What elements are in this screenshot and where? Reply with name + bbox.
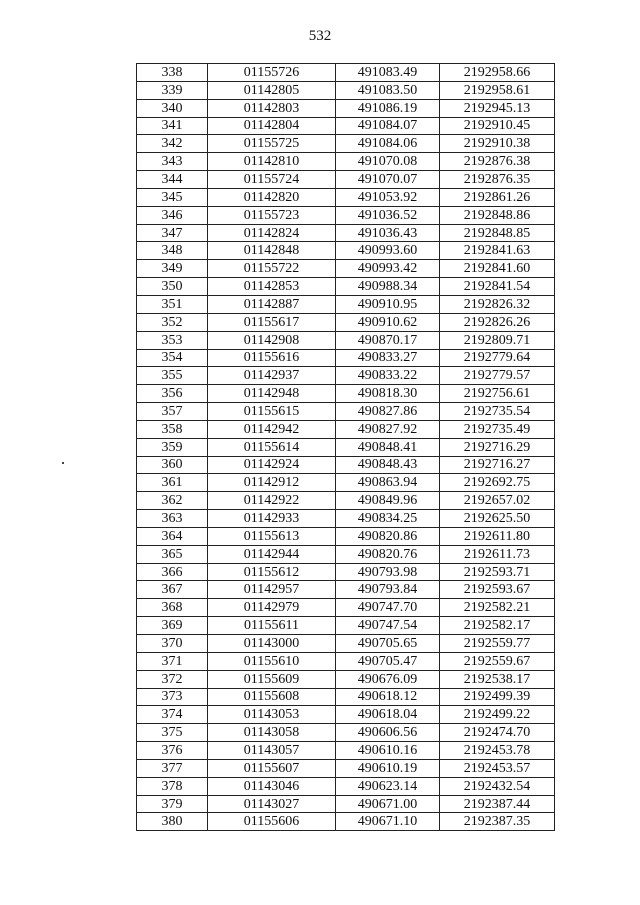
table-row — [137, 563, 555, 581]
table-row — [137, 153, 555, 171]
x-coordinate-cell: 491036.52 — [336, 206, 440, 224]
x-coordinate-cell: 490820.76 — [336, 545, 440, 563]
x-coordinate-cell: 490793.84 — [336, 581, 440, 599]
table-row — [137, 206, 555, 224]
y-coordinate-cell: 2192809.71 — [440, 331, 555, 349]
row-number-cell: 364 — [137, 527, 208, 545]
row-number-cell: 372 — [137, 670, 208, 688]
point-id-cell: 01155724 — [208, 171, 336, 189]
row-number-cell: 375 — [137, 724, 208, 742]
table-row — [137, 403, 555, 421]
point-id-cell: 01155725 — [208, 135, 336, 153]
y-coordinate-cell: 2192848.85 — [440, 224, 555, 242]
table-row — [137, 724, 555, 742]
y-coordinate-cell: 2192841.63 — [440, 242, 555, 260]
point-id-cell: 01142924 — [208, 456, 336, 474]
table-row — [137, 81, 555, 99]
x-coordinate-cell: 491036.43 — [336, 224, 440, 242]
point-id-cell: 01142937 — [208, 367, 336, 385]
x-coordinate-cell: 490827.86 — [336, 403, 440, 421]
point-id-cell: 01142933 — [208, 510, 336, 528]
table-row — [137, 420, 555, 438]
row-number-cell: 371 — [137, 652, 208, 670]
x-coordinate-cell: 491070.08 — [336, 153, 440, 171]
table-row — [137, 652, 555, 670]
point-id-cell: 01142853 — [208, 278, 336, 296]
y-coordinate-cell: 2192625.50 — [440, 510, 555, 528]
x-coordinate-cell: 490910.95 — [336, 295, 440, 313]
row-number-cell: 343 — [137, 153, 208, 171]
row-number-cell: 365 — [137, 545, 208, 563]
table-row — [137, 385, 555, 403]
x-coordinate-cell: 490993.42 — [336, 260, 440, 278]
y-coordinate-cell: 2192910.38 — [440, 135, 555, 153]
x-coordinate-cell: 490848.43 — [336, 456, 440, 474]
x-coordinate-cell: 491083.50 — [336, 81, 440, 99]
point-id-cell: 01142805 — [208, 81, 336, 99]
row-number-cell: 358 — [137, 420, 208, 438]
y-coordinate-cell: 2192593.67 — [440, 581, 555, 599]
row-number-cell: 362 — [137, 492, 208, 510]
y-coordinate-cell: 2192861.26 — [440, 188, 555, 206]
table-row — [137, 813, 555, 831]
table-row — [137, 706, 555, 724]
row-number-cell: 369 — [137, 617, 208, 635]
x-coordinate-cell: 491070.07 — [336, 171, 440, 189]
point-id-cell: 01155606 — [208, 813, 336, 831]
table-row — [137, 617, 555, 635]
row-number-cell: 352 — [137, 313, 208, 331]
y-coordinate-cell: 2192841.60 — [440, 260, 555, 278]
point-id-cell: 01142820 — [208, 188, 336, 206]
x-coordinate-cell: 490671.00 — [336, 795, 440, 813]
x-coordinate-cell: 490848.41 — [336, 438, 440, 456]
point-id-cell: 01155723 — [208, 206, 336, 224]
y-coordinate-cell: 2192499.39 — [440, 688, 555, 706]
coordinates-table — [136, 63, 555, 831]
y-coordinate-cell: 2192611.80 — [440, 527, 555, 545]
y-coordinate-cell: 2192611.73 — [440, 545, 555, 563]
x-coordinate-cell: 490833.27 — [336, 349, 440, 367]
table-row — [137, 759, 555, 777]
y-coordinate-cell: 2192958.66 — [440, 64, 555, 82]
row-number-cell: 356 — [137, 385, 208, 403]
y-coordinate-cell: 2192657.02 — [440, 492, 555, 510]
x-coordinate-cell: 491084.07 — [336, 117, 440, 135]
row-number-cell: 368 — [137, 599, 208, 617]
x-coordinate-cell: 490606.56 — [336, 724, 440, 742]
x-coordinate-cell: 490833.22 — [336, 367, 440, 385]
x-coordinate-cell: 490705.65 — [336, 635, 440, 653]
row-number-cell: 360 — [137, 456, 208, 474]
point-id-cell: 01142957 — [208, 581, 336, 599]
point-id-cell: 01155613 — [208, 527, 336, 545]
point-id-cell: 01143000 — [208, 635, 336, 653]
row-number-cell: 355 — [137, 367, 208, 385]
row-number-cell: 342 — [137, 135, 208, 153]
row-number-cell: 363 — [137, 510, 208, 528]
y-coordinate-cell: 2192582.21 — [440, 599, 555, 617]
table-row — [137, 510, 555, 528]
table-row — [137, 171, 555, 189]
table-row — [137, 795, 555, 813]
point-id-cell: 01155615 — [208, 403, 336, 421]
table-row — [137, 581, 555, 599]
point-id-cell: 01143058 — [208, 724, 336, 742]
table-row — [137, 313, 555, 331]
x-coordinate-cell: 490820.86 — [336, 527, 440, 545]
row-number-cell: 354 — [137, 349, 208, 367]
point-id-cell: 01155617 — [208, 313, 336, 331]
x-coordinate-cell: 490827.92 — [336, 420, 440, 438]
x-coordinate-cell: 490849.96 — [336, 492, 440, 510]
y-coordinate-cell: 2192876.38 — [440, 153, 555, 171]
row-number-cell: 338 — [137, 64, 208, 82]
table-row — [137, 224, 555, 242]
table-row — [137, 278, 555, 296]
point-id-cell: 01142908 — [208, 331, 336, 349]
y-coordinate-cell: 2192716.27 — [440, 456, 555, 474]
y-coordinate-cell: 2192432.54 — [440, 777, 555, 795]
table-body — [137, 64, 555, 831]
point-id-cell: 01155610 — [208, 652, 336, 670]
row-number-cell: 366 — [137, 563, 208, 581]
y-coordinate-cell: 2192841.54 — [440, 278, 555, 296]
x-coordinate-cell: 490818.30 — [336, 385, 440, 403]
point-id-cell: 01155726 — [208, 64, 336, 82]
y-coordinate-cell: 2192692.75 — [440, 474, 555, 492]
row-number-cell: 347 — [137, 224, 208, 242]
row-number-cell: 350 — [137, 278, 208, 296]
x-coordinate-cell: 490834.25 — [336, 510, 440, 528]
point-id-cell: 01143027 — [208, 795, 336, 813]
point-id-cell: 01142942 — [208, 420, 336, 438]
y-coordinate-cell: 2192756.61 — [440, 385, 555, 403]
table-row — [137, 527, 555, 545]
row-number-cell: 346 — [137, 206, 208, 224]
y-coordinate-cell: 2192499.22 — [440, 706, 555, 724]
x-coordinate-cell: 490993.60 — [336, 242, 440, 260]
table-row — [137, 742, 555, 760]
table-row — [137, 688, 555, 706]
scan-speck — [62, 462, 64, 464]
y-coordinate-cell: 2192538.17 — [440, 670, 555, 688]
y-coordinate-cell: 2192593.71 — [440, 563, 555, 581]
table-row — [137, 242, 555, 260]
table-row — [137, 64, 555, 82]
row-number-cell: 349 — [137, 260, 208, 278]
y-coordinate-cell: 2192779.64 — [440, 349, 555, 367]
point-id-cell: 01155611 — [208, 617, 336, 635]
row-number-cell: 344 — [137, 171, 208, 189]
point-id-cell: 01142803 — [208, 99, 336, 117]
x-coordinate-cell: 490618.12 — [336, 688, 440, 706]
row-number-cell: 345 — [137, 188, 208, 206]
x-coordinate-cell: 491053.92 — [336, 188, 440, 206]
point-id-cell: 01142912 — [208, 474, 336, 492]
row-number-cell: 373 — [137, 688, 208, 706]
y-coordinate-cell: 2192779.57 — [440, 367, 555, 385]
y-coordinate-cell: 2192387.35 — [440, 813, 555, 831]
y-coordinate-cell: 2192848.86 — [440, 206, 555, 224]
x-coordinate-cell: 491086.19 — [336, 99, 440, 117]
row-number-cell: 351 — [137, 295, 208, 313]
y-coordinate-cell: 2192559.77 — [440, 635, 555, 653]
y-coordinate-cell: 2192910.45 — [440, 117, 555, 135]
row-number-cell: 357 — [137, 403, 208, 421]
row-number-cell: 339 — [137, 81, 208, 99]
row-number-cell: 367 — [137, 581, 208, 599]
table-row — [137, 135, 555, 153]
row-number-cell: 353 — [137, 331, 208, 349]
row-number-cell: 379 — [137, 795, 208, 813]
row-number-cell: 370 — [137, 635, 208, 653]
point-id-cell: 01142824 — [208, 224, 336, 242]
x-coordinate-cell: 491083.49 — [336, 64, 440, 82]
y-coordinate-cell: 2192387.44 — [440, 795, 555, 813]
point-id-cell: 01143057 — [208, 742, 336, 760]
row-number-cell: 377 — [137, 759, 208, 777]
table-row — [137, 188, 555, 206]
y-coordinate-cell: 2192735.49 — [440, 420, 555, 438]
row-number-cell: 359 — [137, 438, 208, 456]
point-id-cell: 01142948 — [208, 385, 336, 403]
y-coordinate-cell: 2192582.17 — [440, 617, 555, 635]
point-id-cell: 01155614 — [208, 438, 336, 456]
table-row — [137, 670, 555, 688]
y-coordinate-cell: 2192559.67 — [440, 652, 555, 670]
y-coordinate-cell: 2192453.57 — [440, 759, 555, 777]
x-coordinate-cell: 490623.14 — [336, 777, 440, 795]
x-coordinate-cell: 490747.54 — [336, 617, 440, 635]
x-coordinate-cell: 491084.06 — [336, 135, 440, 153]
table-row — [137, 367, 555, 385]
point-id-cell: 01155722 — [208, 260, 336, 278]
point-id-cell: 01155607 — [208, 759, 336, 777]
point-id-cell: 01142887 — [208, 295, 336, 313]
point-id-cell: 01155612 — [208, 563, 336, 581]
table-row — [137, 599, 555, 617]
table-row — [137, 456, 555, 474]
point-id-cell: 01143053 — [208, 706, 336, 724]
table-row — [137, 438, 555, 456]
point-id-cell: 01142979 — [208, 599, 336, 617]
y-coordinate-cell: 2192826.26 — [440, 313, 555, 331]
row-number-cell: 378 — [137, 777, 208, 795]
table-row — [137, 331, 555, 349]
x-coordinate-cell: 490610.16 — [336, 742, 440, 760]
point-id-cell: 01142922 — [208, 492, 336, 510]
row-number-cell: 341 — [137, 117, 208, 135]
y-coordinate-cell: 2192945.13 — [440, 99, 555, 117]
table-row — [137, 474, 555, 492]
x-coordinate-cell: 490910.62 — [336, 313, 440, 331]
x-coordinate-cell: 490747.70 — [336, 599, 440, 617]
row-number-cell: 374 — [137, 706, 208, 724]
y-coordinate-cell: 2192876.35 — [440, 171, 555, 189]
point-id-cell: 01155616 — [208, 349, 336, 367]
table-row — [137, 635, 555, 653]
row-number-cell: 376 — [137, 742, 208, 760]
x-coordinate-cell: 490863.94 — [336, 474, 440, 492]
x-coordinate-cell: 490988.34 — [336, 278, 440, 296]
table-row — [137, 295, 555, 313]
table-row — [137, 117, 555, 135]
y-coordinate-cell: 2192958.61 — [440, 81, 555, 99]
x-coordinate-cell: 490671.10 — [336, 813, 440, 831]
point-id-cell: 01143046 — [208, 777, 336, 795]
point-id-cell: 01142810 — [208, 153, 336, 171]
x-coordinate-cell: 490793.98 — [336, 563, 440, 581]
row-number-cell: 380 — [137, 813, 208, 831]
table-row — [137, 545, 555, 563]
page-number: 532 — [308, 28, 332, 44]
row-number-cell: 361 — [137, 474, 208, 492]
row-number-cell: 340 — [137, 99, 208, 117]
point-id-cell: 01142944 — [208, 545, 336, 563]
row-number-cell: 348 — [137, 242, 208, 260]
point-id-cell: 01155609 — [208, 670, 336, 688]
y-coordinate-cell: 2192716.29 — [440, 438, 555, 456]
point-id-cell: 01142848 — [208, 242, 336, 260]
table-row — [137, 99, 555, 117]
x-coordinate-cell: 490705.47 — [336, 652, 440, 670]
table-row — [137, 492, 555, 510]
table-row — [137, 260, 555, 278]
y-coordinate-cell: 2192826.32 — [440, 295, 555, 313]
x-coordinate-cell: 490870.17 — [336, 331, 440, 349]
point-id-cell: 01155608 — [208, 688, 336, 706]
x-coordinate-cell: 490618.04 — [336, 706, 440, 724]
y-coordinate-cell: 2192735.54 — [440, 403, 555, 421]
x-coordinate-cell: 490676.09 — [336, 670, 440, 688]
y-coordinate-cell: 2192474.70 — [440, 724, 555, 742]
table-row — [137, 777, 555, 795]
table-row — [137, 349, 555, 367]
point-id-cell: 01142804 — [208, 117, 336, 135]
y-coordinate-cell: 2192453.78 — [440, 742, 555, 760]
x-coordinate-cell: 490610.19 — [336, 759, 440, 777]
